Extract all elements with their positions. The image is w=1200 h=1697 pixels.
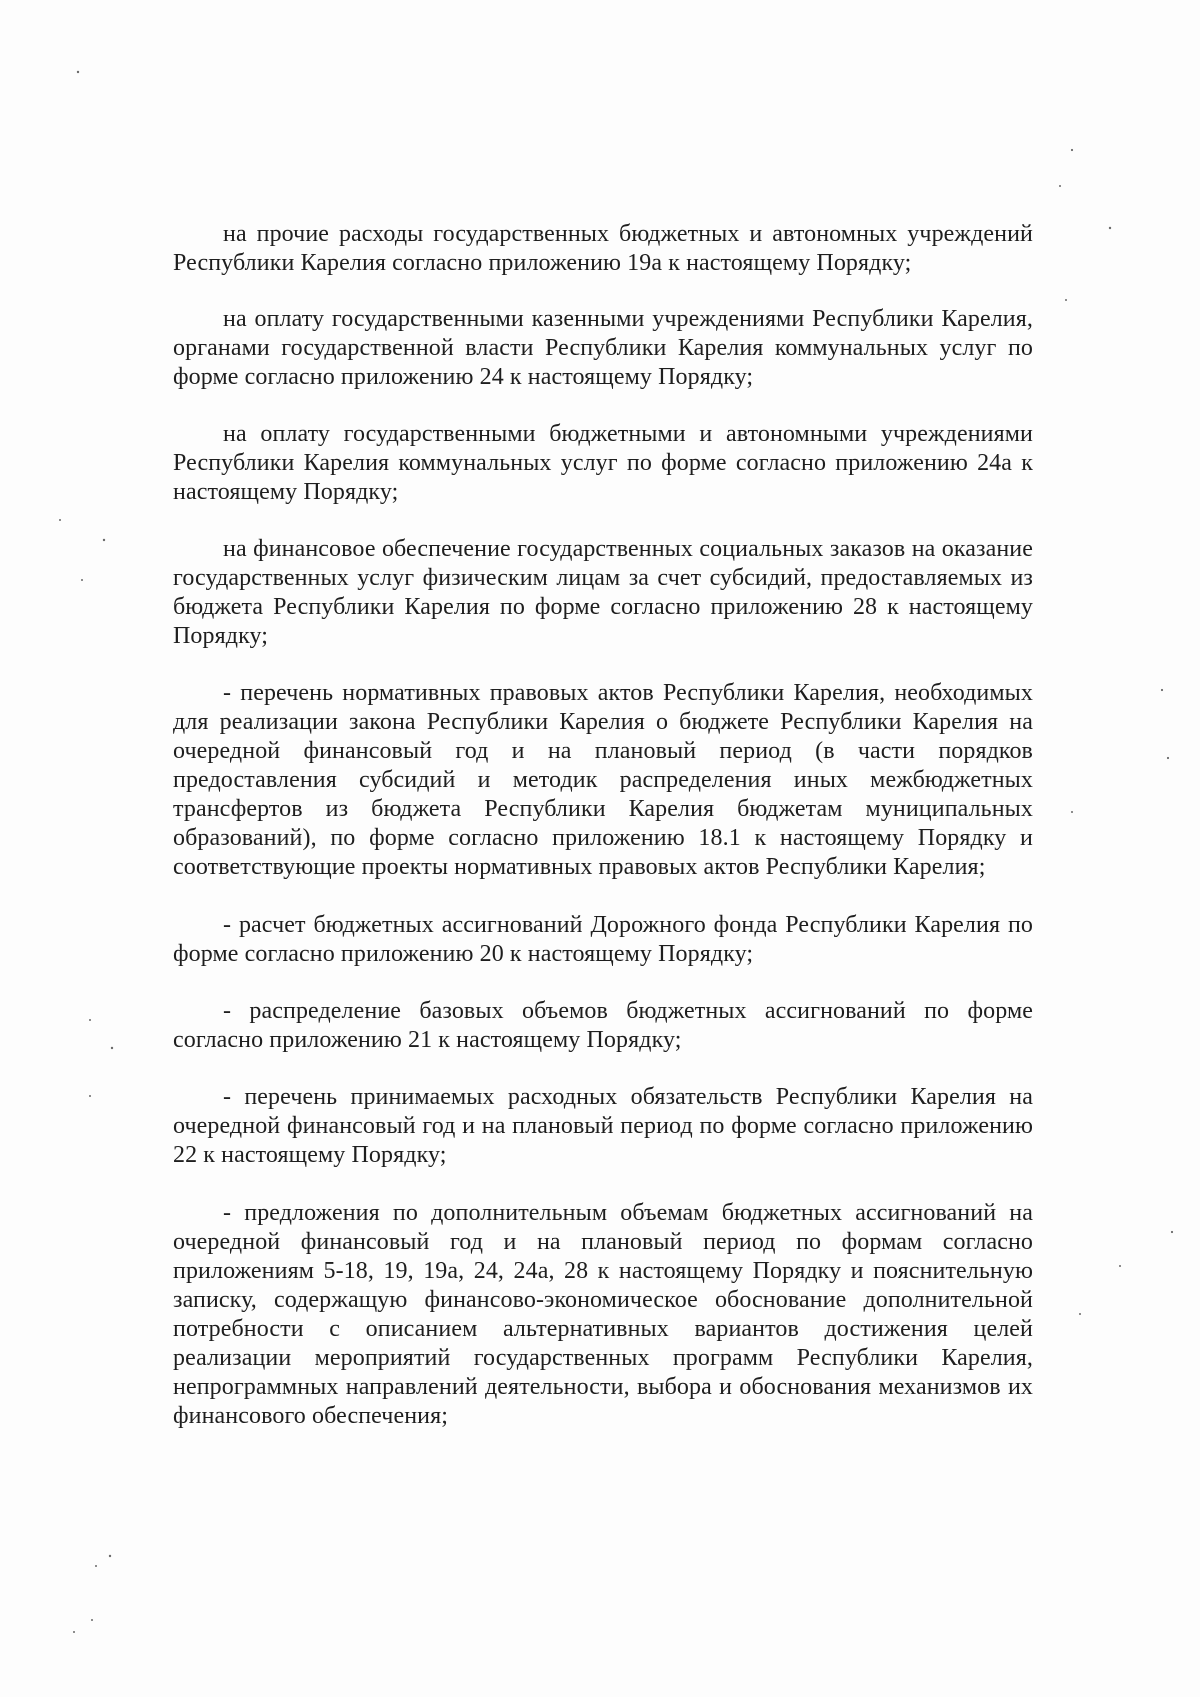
paragraph-utilities-budget-institutions: на оплату государственными бюджетными и автономными учреждениями Республики Карелия коммунальных услуг по форме согласно приложению 24а к настоящему Порядку; [173,421,1033,505]
paragraph-other-expenses: на прочие расходы государственных бюджетных и автономных учреждений Республики Карелия согласно приложению 19а к настоящему Порядку; [173,221,1033,276]
paragraph-utilities-state-institutions: на оплату государственными казенными учреждениями Республики Карелия, органами государственной власти Республики Карелия коммунальных услуг по форме согласно приложению 24 к настоящему Порядку; [173,306,1033,390]
paragraph-normative-acts-list: - перечень нормативных правовых актов Республики Карелия, необходимых для реализации закона Республики Карелия о бюджете Республики Карелия на очередной финансовый год и на плановый период (в части порядков предоставления субсидий и методик распределения иных межбюджетных трансфертов из бюджета Республики Карелия бюджетам муниципальных образований), по форме согласно приложению 18.1 к настоящему Порядку и соответствующие проекты нормативных правовых актов Республики Карелия; [173,680,1033,880]
paragraph-road-fund: - расчет бюджетных ассигнований Дорожного фонда Республики Карелия по форме согласно приложению 20 к настоящему Порядку; [173,912,1033,967]
document-body [173,220,1033,1459]
paragraph-base-volumes: - распределение базовых объемов бюджетных ассигнований по форме согласно приложению 21 к настоящему Порядку; [173,998,1033,1053]
paragraph-social-orders: на финансовое обеспечение государственных социальных заказов на оказание государственных услуг физическим лицам за счет субсидий, предоставляемых из бюджета Республики Карелия по форме согласно приложению 28 к настоящему Порядку; [173,536,1033,649]
paragraph-expenditure-obligations: - перечень принимаемых расходных обязательств Республики Карелия на очередной финансовый год и на плановый период по форме согласно приложению 22 к настоящему Порядку; [173,1084,1033,1168]
paragraph-additional-volumes: - предложения по дополнительным объемам бюджетных ассигнований на очередной финансовый год и на плановый период по формам согласно приложениям 5-18, 19, 19а, 24, 24а, 28 к настоящему Порядку и пояснительную записку, содержащую финансово-экономическое обоснование дополнительной потребности с описанием альтернативных вариантов достижения целей реализации мероприятий государственных программ Республики Карелия, непрограммных направлений деятельности, выбора и обоснования механизмов их финансового обеспечения; [173,1200,1033,1429]
